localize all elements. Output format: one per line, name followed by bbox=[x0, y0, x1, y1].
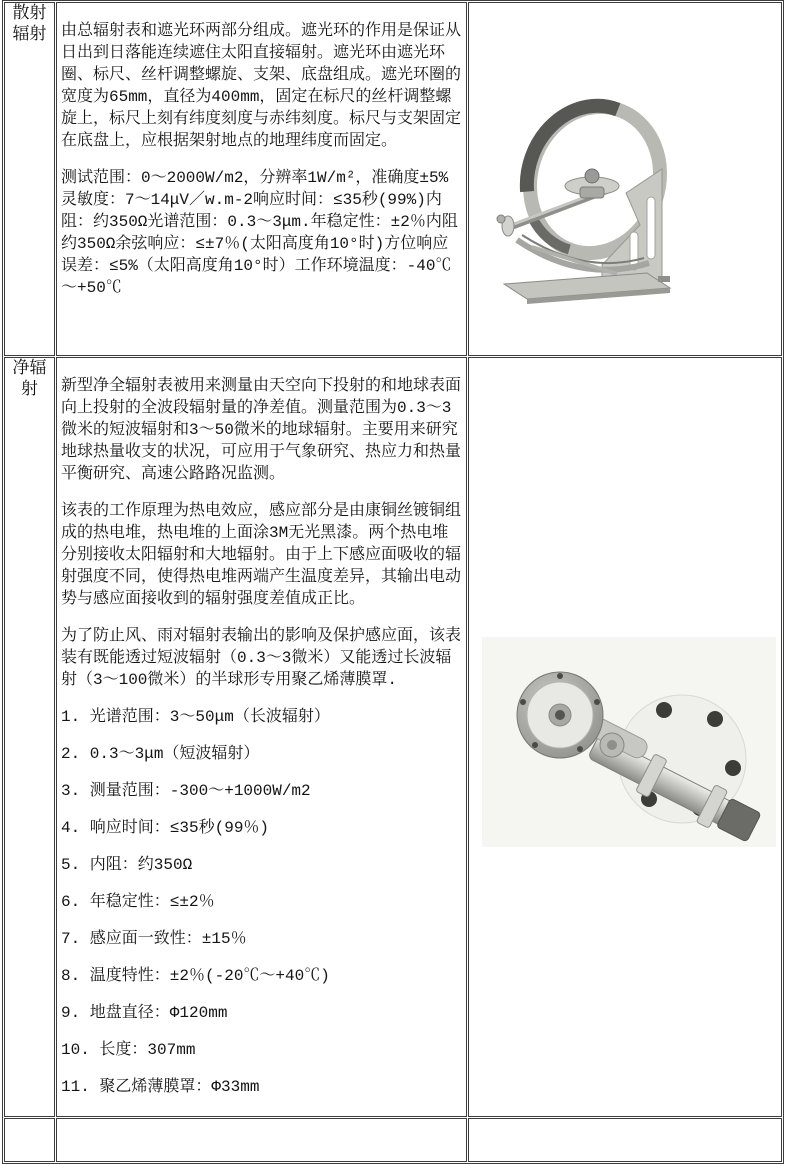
paragraph: 测试范围：0～2000W/m2，分辨率1W/m²，准确度±5%灵敏度：7～14μV／w.m-2响应时间：≤35秒(99%)内阻：约350Ω光谱范围：0.3～3μm.年稳定性：±2％内阻约350Ω余弦响应：≤±7％(太阳高度角10°时)方位响应误差：≤5%（太阳高度角10°时）工作环境温度：-40℃～+50℃ bbox=[61, 169, 458, 297]
paragraph: 由总辐射表和遮光环两部分组成。遮光环的作用是保证从日出到日落能连续遮住太阳直接辐射。遮光环由遮光环圈、标尺、丝杆调整螺旋、支架、底盘组成。遮光环圈的宽度为65mm，直径为400mm，固定在标尺的丝杆调整螺旋上，标尺上刻有纬度刻度与赤纬刻度。标尺与支架固定在底盘上，应根据架射地点的地理纬度而固定。 bbox=[61, 22, 462, 150]
paragraph: 3. 测量范围：-300～+1000W/m2 bbox=[61, 782, 311, 800]
row-next-fragment bbox=[4, 1118, 782, 1162]
net-radiometer-illustration bbox=[482, 637, 776, 847]
paragraph: 为了防止风、雨对辐射表输出的影响及保护感应面，该表装有既能透过短波辐射（0.3～3微米）又能透过长波辐射（3～100微米）的半球形专用聚乙烯薄膜罩. bbox=[61, 627, 462, 689]
paragraph: 4. 响应时间：≤35秒(99％) bbox=[61, 819, 270, 837]
paragraph: 9. 地盘直径：Φ120mm bbox=[61, 1004, 228, 1022]
photo-cell bbox=[468, 2, 782, 356]
description-cell bbox=[56, 1118, 467, 1162]
shade-ring-pyranometer-photo bbox=[492, 77, 684, 312]
description-cell bbox=[56, 2, 467, 356]
description-cell bbox=[56, 357, 467, 1117]
row-net-radiation bbox=[4, 357, 782, 1117]
row-scattered-radiation bbox=[4, 2, 782, 356]
row-label-cell bbox=[4, 1118, 55, 1162]
photo-cell bbox=[468, 357, 782, 1117]
photo-cell bbox=[468, 1118, 782, 1162]
paragraph: 5. 内阻：约350Ω bbox=[61, 856, 193, 874]
net-radiometer-photo bbox=[482, 637, 776, 847]
description-text bbox=[61, 375, 461, 1098]
paragraph: 1. 光谱范围：3～50μm（长波辐射） bbox=[61, 708, 330, 726]
paragraph: 11. 聚乙烯薄膜罩：Φ33mm bbox=[61, 1078, 260, 1096]
row-label-cell bbox=[4, 2, 55, 356]
paragraph: 2. 0.3～3μm（短波辐射） bbox=[61, 745, 260, 763]
paragraph: 10. 长度：307mm bbox=[61, 1041, 196, 1059]
paragraph: 7. 感应面一致性：±15％ bbox=[61, 930, 247, 948]
row-label-cell bbox=[4, 357, 55, 1117]
instrument-spec-table bbox=[2, 0, 784, 1164]
paragraph: 6. 年稳定性：≤±2％ bbox=[61, 893, 215, 911]
paragraph: 8. 温度特性：±2％(-20℃～+40℃) bbox=[61, 967, 330, 985]
row-label: 散射辐射 bbox=[12, 5, 47, 45]
shade-ring-pyranometer-illustration bbox=[492, 77, 684, 312]
description-text bbox=[61, 20, 461, 299]
paragraph: 新型净全辐射表被用来测量由天空向下投射的和地球表面向上投射的全波段辐射量的净差值。测量范围为0.3～3微米的短波辐射和3～50微米的地球辐射。主要用来研究地球热量收支的状况，可应用于气象研究、热应力和热量平衡研究、高速公路路况监测。 bbox=[61, 377, 462, 483]
row-label: 净辐射 bbox=[12, 360, 47, 400]
paragraph: 该表的工作原理为热电效应，感应部分是由康铜丝镀铜组成的热电堆，热电堆的上面涂3M无光黑漆。两个热电堆分别接收太阳辐射和大地辐射。由于上下感应面吸收的辐射强度不同，使得热电堆两端产生温度差异，其输出电动势与感应面接收到的辐射强度差值成正比。 bbox=[61, 502, 462, 608]
